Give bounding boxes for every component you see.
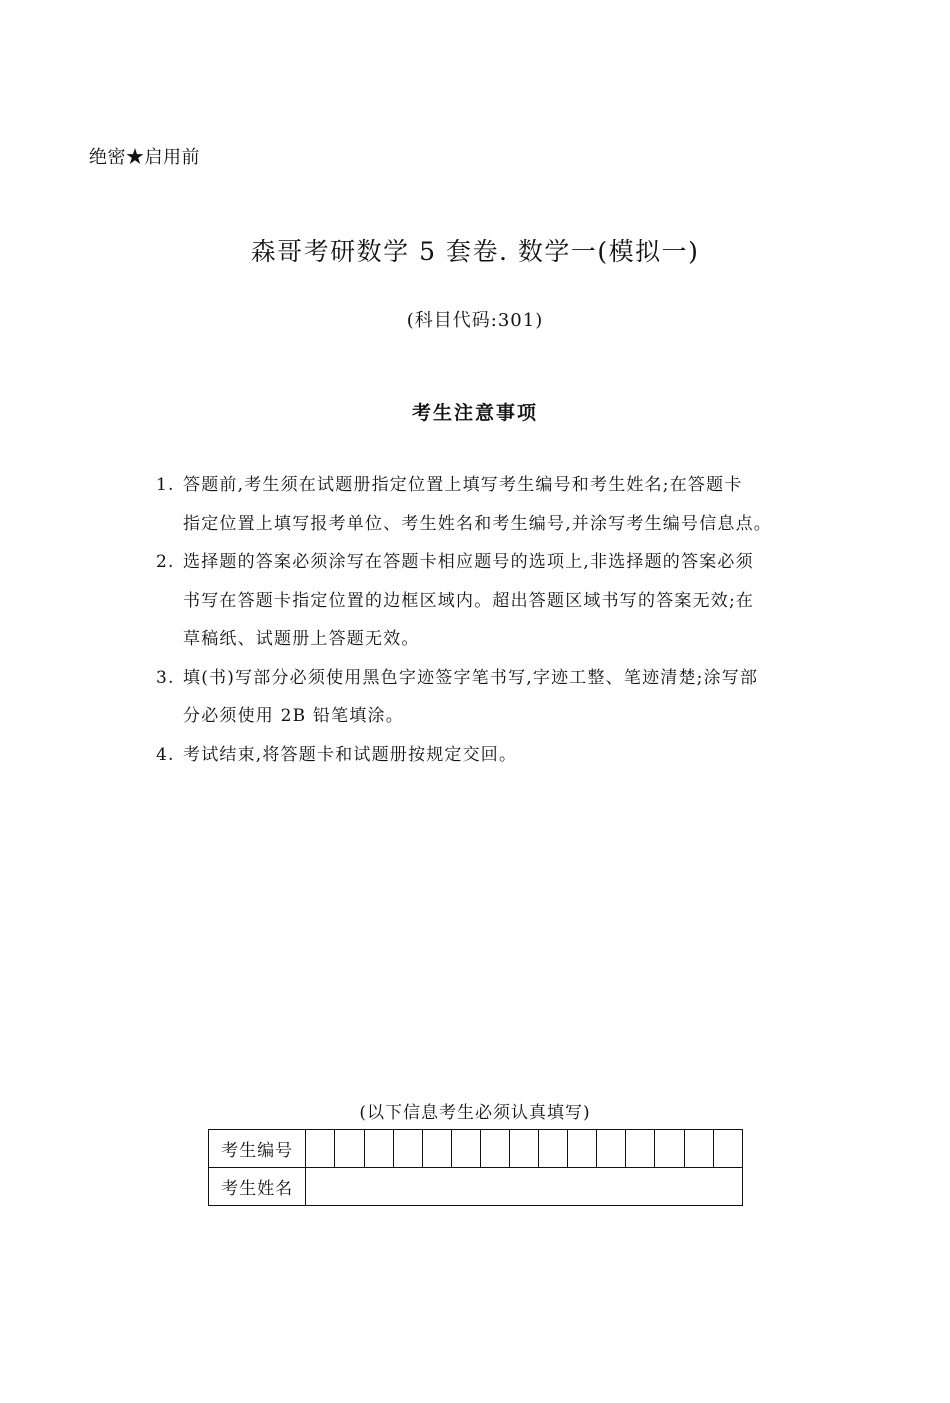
- candidate-number-box[interactable]: [364, 1130, 393, 1168]
- candidate-number-box[interactable]: [684, 1130, 713, 1168]
- confidential-mark: 绝密★启用前: [89, 147, 200, 168]
- rule-text: [183, 543, 806, 659]
- candidate-number-row: [209, 1130, 743, 1168]
- candidate-number-box[interactable]: [626, 1130, 655, 1168]
- candidate-number-box[interactable]: [306, 1130, 335, 1168]
- rule-text: [183, 659, 806, 736]
- notice-rules: [156, 466, 806, 774]
- rule-number: 4.: [156, 744, 175, 765]
- notice-heading: 考生注意事项: [411, 402, 538, 424]
- candidate-number-box[interactable]: [713, 1130, 742, 1168]
- rule-line: 分必须使用 2B 铅笔填涂。: [183, 706, 404, 726]
- rule-item: [156, 736, 806, 775]
- info-caption: (以下信息考生必须认真填写): [359, 1103, 591, 1123]
- rule-line: 考试结束,将答题卡和试题册按规定交回。: [183, 744, 518, 765]
- rule-line: 答题前,考生须在试题册指定位置上填写考生编号和考生姓名;在答题卡: [183, 475, 743, 495]
- candidate-number-box[interactable]: [335, 1130, 364, 1168]
- candidate-number-box[interactable]: [510, 1130, 539, 1168]
- rule-number: 2.: [156, 552, 175, 572]
- candidate-number-box[interactable]: [539, 1130, 568, 1168]
- candidate-name-row: [209, 1168, 743, 1206]
- subject-code: (科目代码:301): [406, 310, 544, 331]
- exam-title: 森哥考研数学 5 套卷. 数学一(模拟一): [250, 237, 700, 266]
- rule-line: 草稿纸、试题册上答题无效。: [183, 629, 420, 649]
- rule-item: [156, 466, 806, 543]
- candidate-name-field[interactable]: [306, 1168, 743, 1206]
- rule-number: 1.: [156, 475, 175, 495]
- candidate-number-box[interactable]: [451, 1130, 480, 1168]
- rule-item: [156, 659, 806, 736]
- candidate-number-box[interactable]: [393, 1130, 422, 1168]
- candidate-number-box[interactable]: [655, 1130, 684, 1168]
- candidate-number-box[interactable]: [480, 1130, 509, 1168]
- rule-line: 选择题的答案必须涂写在答题卡相应题号的选项上,非选择题的答案必须: [183, 552, 754, 572]
- rule-line: 指定位置上填写报考单位、考生姓名和考生编号,并涂写考生编号信息点。: [183, 513, 773, 534]
- rule-item: [156, 543, 806, 659]
- candidate-name-label: 考生姓名: [209, 1168, 306, 1206]
- candidate-number-box[interactable]: [597, 1130, 626, 1168]
- candidate-number-label: 考生编号: [209, 1130, 306, 1168]
- rule-text: [183, 466, 806, 543]
- candidate-number-box[interactable]: [568, 1130, 597, 1168]
- rule-text: [183, 736, 806, 775]
- rule-number: 3.: [156, 667, 175, 688]
- rule-line: 填(书)写部分必须使用黑色字迹签字笔书写,字迹工整、笔迹清楚;涂写部: [183, 667, 759, 688]
- rule-line: 书写在答题卡指定位置的边框区域内。超出答题区域书写的答案无效;在: [183, 590, 755, 611]
- candidate-number-box[interactable]: [422, 1130, 451, 1168]
- candidate-info-table: [208, 1129, 743, 1206]
